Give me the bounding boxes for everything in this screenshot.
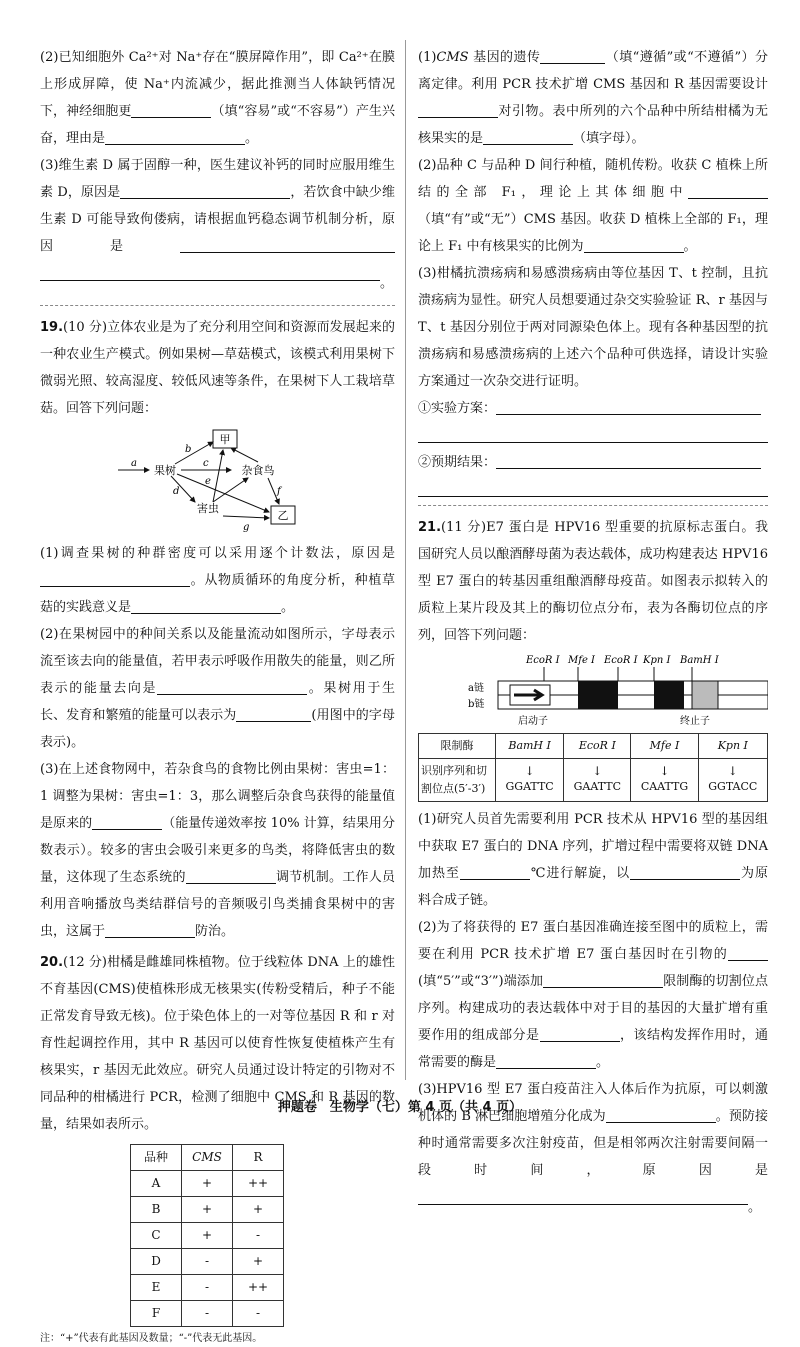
table-row: B + +	[131, 1197, 284, 1223]
gene-insert-block-2	[654, 681, 684, 709]
site-kpni: Kpn Ⅰ	[643, 655, 671, 666]
table-header: R	[233, 1145, 284, 1171]
q18-part2: (2)已知细胞外 Ca²⁺对 Na⁺存在“膜屏障作用”，即 Ca²⁺在膜上形成屏障，使 Na⁺内流减少，据此推测当人体缺钙情况下，神经细胞更 （填“容易”或“不容易”）产生兴奋，理由是 。	[40, 50, 395, 146]
node-bird: 杂食鸟	[241, 464, 274, 477]
q20-p1-blank1[interactable]	[540, 47, 605, 64]
arrow-e	[177, 474, 269, 512]
q19-p3-blank2[interactable]	[186, 867, 276, 884]
q19-p1-blank2[interactable]	[131, 597, 281, 614]
table-row: E - ++	[131, 1275, 284, 1301]
label-g: g	[242, 522, 249, 533]
q20-part3: (3)柑橘抗溃疡病和易感溃疡病由等位基因 T、t 控制，且抗溃疡病为显性。研究人员想要通过杂交实验验证 R、r 基因与 T、t 基因分别位于两对同源染色体上。现有各种基因型的抗溃疡病和易感溃疡病的上述六个品种可供选择，请设计实验方案通过一次杂交进行证明。	[418, 266, 768, 389]
q18-part3: (3)维生素 D 属于固醇一种，医生建议补钙的同时应服用维生素 D，原因是 ，若饮食中缺少维生素 D 可能导致佝偻病，请根据血钙稳态调节机制分析，原因是 。	[40, 158, 395, 291]
table-row: D - +	[131, 1249, 284, 1275]
arrow-bird-jia	[231, 448, 258, 462]
q20-p2-blank2[interactable]	[584, 236, 684, 253]
q20-p1-blank2[interactable]	[418, 101, 498, 118]
promoter-label: 启动子	[518, 716, 548, 727]
left-column	[40, 44, 395, 1347]
arrow-pest-jia	[213, 450, 223, 502]
enzyme-row-label: 限制酶	[419, 734, 496, 759]
q18-p2-text2: （填“容易”或“不容易”）产生兴奋，理由是	[40, 104, 395, 146]
q18-p2-blank2[interactable]	[105, 128, 245, 145]
enzyme-table	[418, 733, 768, 802]
q21-number: 21.	[418, 520, 442, 535]
site-bamhi: BamH Ⅰ	[680, 655, 719, 666]
q19-number: 19.	[40, 320, 64, 335]
label-b: b	[184, 444, 191, 455]
separator	[418, 505, 768, 506]
q18-p3-blank1[interactable]	[120, 182, 290, 199]
chain-a-label: a链	[468, 683, 484, 694]
q18-p3-text2: ，若饮食中缺少维生素 D 可能导致佝偻病，请根据血钙稳态调节机制分析，原因是	[40, 185, 395, 254]
table-note: 注：“+”代表有此基因及数量；“-”代表无此基因。	[40, 1333, 263, 1344]
arrow-g	[223, 516, 269, 518]
q20-number: 20.	[40, 955, 64, 970]
q20-plan: ①实验方案：	[418, 395, 768, 422]
column-divider	[405, 40, 406, 1080]
q20-intro: 20.(12 分)柑橘是雌雄同株植物。位于线粒体 DNA 上的雄性不育基因(CMS)使植株形成无核果实(传粉受精后，种子不能正常发育导致无核)。位于染色体上的一对等位基因 R 和 r 对育性起调控作用，其中 R 基因可以使育性恢复使植株产生有核果实，r 基因无此效应。研究人员通过设计特定的引物对不同品种的柑橘进行 PCR，检测了细胞中 CMS 和 R 基因的数量，结果如表所示。	[40, 955, 395, 1132]
q19-part2: (2)在果树园中的种间关系以及能量流动如图所示，字母表示流至该去向的能量值，若甲表示呼吸作用散失的能量，则乙所表示的能量去向是 。果树用于生长、发育和繁殖的能量可以表示为 (用图中的字母表示)。	[40, 627, 395, 750]
q20-p1-blank3[interactable]	[483, 128, 573, 145]
q21-part3: (3)HPV16 型 E7 蛋白疫苗注入人体后作为抗原，可以刺激机体的 B 淋巴细胞增殖分化成为 。预防接种时通常需要多次注射疫苗，但是相邻两次注射需要间隔一段时间，原因是 。	[418, 1082, 768, 1215]
q20-result: ②预期结果：	[418, 449, 768, 476]
terminator-label: 终止子	[680, 716, 710, 727]
sequence-row-label: 识别序列和切割位点(5′-3′)	[419, 759, 496, 802]
q21-p2-blank1[interactable]	[728, 944, 768, 961]
gene-insert-block	[578, 681, 618, 709]
food-web-diagram	[113, 426, 323, 536]
q19-p2-blank2[interactable]	[236, 705, 311, 722]
table-row: A + ++	[131, 1171, 284, 1197]
table-header: CMS	[182, 1145, 233, 1171]
plasmid-fragment-diagram	[418, 651, 768, 729]
q19-part3: (3)在上述食物网中，若杂食鸟的食物比例由果树：害虫=1：1 调整为果树：害虫=1：3，那么调整后杂食鸟获得的能量值是原来的 （能量传递效率按 10% 计算，结果用分数表示）。较多的害虫会吸引来更多的鸟类，将降低害虫的数量，这体现了生态系统的 调节机制。工作人员利用音响播放鸟类结群信号的音频吸引鸟类捕食果树中的害虫，这属于 防治。	[40, 762, 395, 939]
node-yi: 乙	[277, 509, 288, 522]
table-row: 识别序列和切割位点(5′-3′) ↓ GGATTC ↓ GAATTC ↓ CAATTG ↓ GGTACC	[419, 759, 768, 802]
q18-p3-text: (3)维生素 D 属于固醇一种，医生建议补钙的同时应服用维生素 D，原因是	[40, 158, 395, 200]
label-a: a	[130, 458, 137, 469]
right-column	[418, 44, 768, 1221]
q19-p2-blank1[interactable]	[157, 678, 307, 695]
q21-p2-blank3[interactable]	[540, 1025, 620, 1042]
q21-p2-blank2[interactable]	[543, 971, 663, 988]
node-pest: 害虫	[196, 502, 219, 515]
q21-p2-blank4[interactable]	[496, 1052, 596, 1069]
table-row: F - -	[131, 1301, 284, 1327]
label-f: f	[276, 486, 281, 497]
node-jia: 甲	[219, 433, 230, 446]
cut-arrow-icon: ↓	[727, 764, 738, 778]
label-d: d	[172, 486, 179, 497]
page-footer: 押题卷 生物学（七）第 4 页（共 4 页）	[277, 1100, 523, 1115]
table-header-row	[131, 1145, 284, 1171]
chain-b-label: b链	[468, 699, 485, 710]
q21-part1: (1)研究人员首先需要利用 PCR 技术从 HPV16 型的基因组中获取 E7 蛋白的 DNA 序列，扩增过程中需要将双链 DNA 加热至 ℃进行解旋，以 为原料合成子链。	[418, 812, 768, 908]
cms-r-table	[130, 1144, 284, 1327]
q20-result-blank2[interactable]	[418, 476, 768, 497]
cut-arrow-icon: ↓	[524, 764, 535, 778]
q19-intro: 19.(10 分)立体农业是为了充分利用空间和资源而发展起来的一种农业生产模式。例如果树—草菇模式，该模式利用果树下微弱光照、较高湿度、较低风速等条件，在果树下人工栽培草菇。回答下列问题：	[40, 320, 395, 416]
separator	[40, 305, 395, 306]
label-e: e	[204, 476, 211, 487]
q19-p3-blank3[interactable]	[105, 921, 195, 938]
arrow-pest-bird	[213, 478, 248, 502]
site-ecori-1: EcoR Ⅰ	[526, 655, 560, 666]
q18-p3-blank3[interactable]	[40, 260, 380, 281]
q19-part1: (1)调查果树的种群密度可以采用逐个计数法，原因是。从物质循环的角度分析，种植草菇的实践意义是 。	[40, 546, 395, 615]
q21-part2: (2)为了将获得的 E7 蛋白基因准确连接至图中的质粒上，需要在利用 PCR 技术扩增 E7 蛋白基因时在引物的(填“5′”或“3′”)端添加 限制酶的切割位点序列。构建成功的表达载体中对于目的基因的大量扩增有重要作用的组成部分是 ，该结构发挥作用时，通常需要的酶是 。	[418, 920, 768, 1070]
q21-p3-blank2[interactable]	[418, 1184, 748, 1205]
q20-part1: (1)CMS 基因的遗传 （填“遵循”或“不遵循”）分离定律。利用 PCR 技术扩增 CMS 基因和 R 基因需要设计对引物。表中所列的六个品种中所结柑橘为无核果实的是 （填字母）。	[418, 44, 768, 152]
q21-p1-blank2[interactable]	[630, 863, 740, 880]
site-ecori-2: EcoR Ⅰ	[604, 655, 638, 666]
q20-plan-blank1[interactable]	[496, 398, 761, 415]
cut-arrow-icon: ↓	[659, 764, 670, 778]
q19-p3-blank1[interactable]	[92, 813, 162, 830]
terminator-box	[692, 681, 718, 709]
node-tree: 果树	[153, 464, 176, 477]
table-row: C + -	[131, 1223, 284, 1249]
label-c: c	[202, 458, 209, 469]
site-mfei: Mfe Ⅰ	[568, 655, 595, 666]
q21-p1-blank1[interactable]	[460, 863, 530, 880]
q20-plan-blank2[interactable]	[418, 422, 768, 443]
q21-intro: 21.(11 分)E7 蛋白是 HPV16 型重要的抗原标志蛋白。我国研究人员以酿酒酵母菌为表达载体，成功构建表达 HPV16 型 E7 蛋白的转基因重组酿酒酵母疫苗。如图表示拟转入的质粒上某片段及其上的酶切位点分布，表为各酶切位点的序列，回答下列问题：	[418, 520, 768, 643]
table-header: 品种	[131, 1145, 182, 1171]
q20-p2-blank1[interactable]	[688, 182, 768, 199]
q18-p2-text: (2)已知细胞外 Ca²⁺对 Na⁺存在“膜屏障作用”，即 Ca²⁺在膜上形成屏障，使 Na⁺内流减少，据此推测当人体缺钙情况下，神经细胞更	[40, 50, 395, 119]
q20-part2: (2)品种 C 与品种 D 间行种植，随机传粉。收获 C 植株上所结的全部 F₁，理论上其体细胞中（填“有”或“无”）CMS 基因。收获 D 植株上全部的 F₁，理论上 F₁ 中有核果实的比例为 。	[418, 158, 768, 254]
q18-p2-blank1[interactable]	[131, 101, 211, 118]
table-row: 限制酶 BamH Ⅰ EcoR Ⅰ Mfe Ⅰ Kpn Ⅰ	[419, 734, 768, 759]
cut-arrow-icon: ↓	[592, 764, 603, 778]
q20-result-blank1[interactable]	[496, 452, 761, 469]
q18-p3-blank2[interactable]	[180, 236, 395, 253]
q19-p1-blank1[interactable]	[40, 570, 190, 587]
